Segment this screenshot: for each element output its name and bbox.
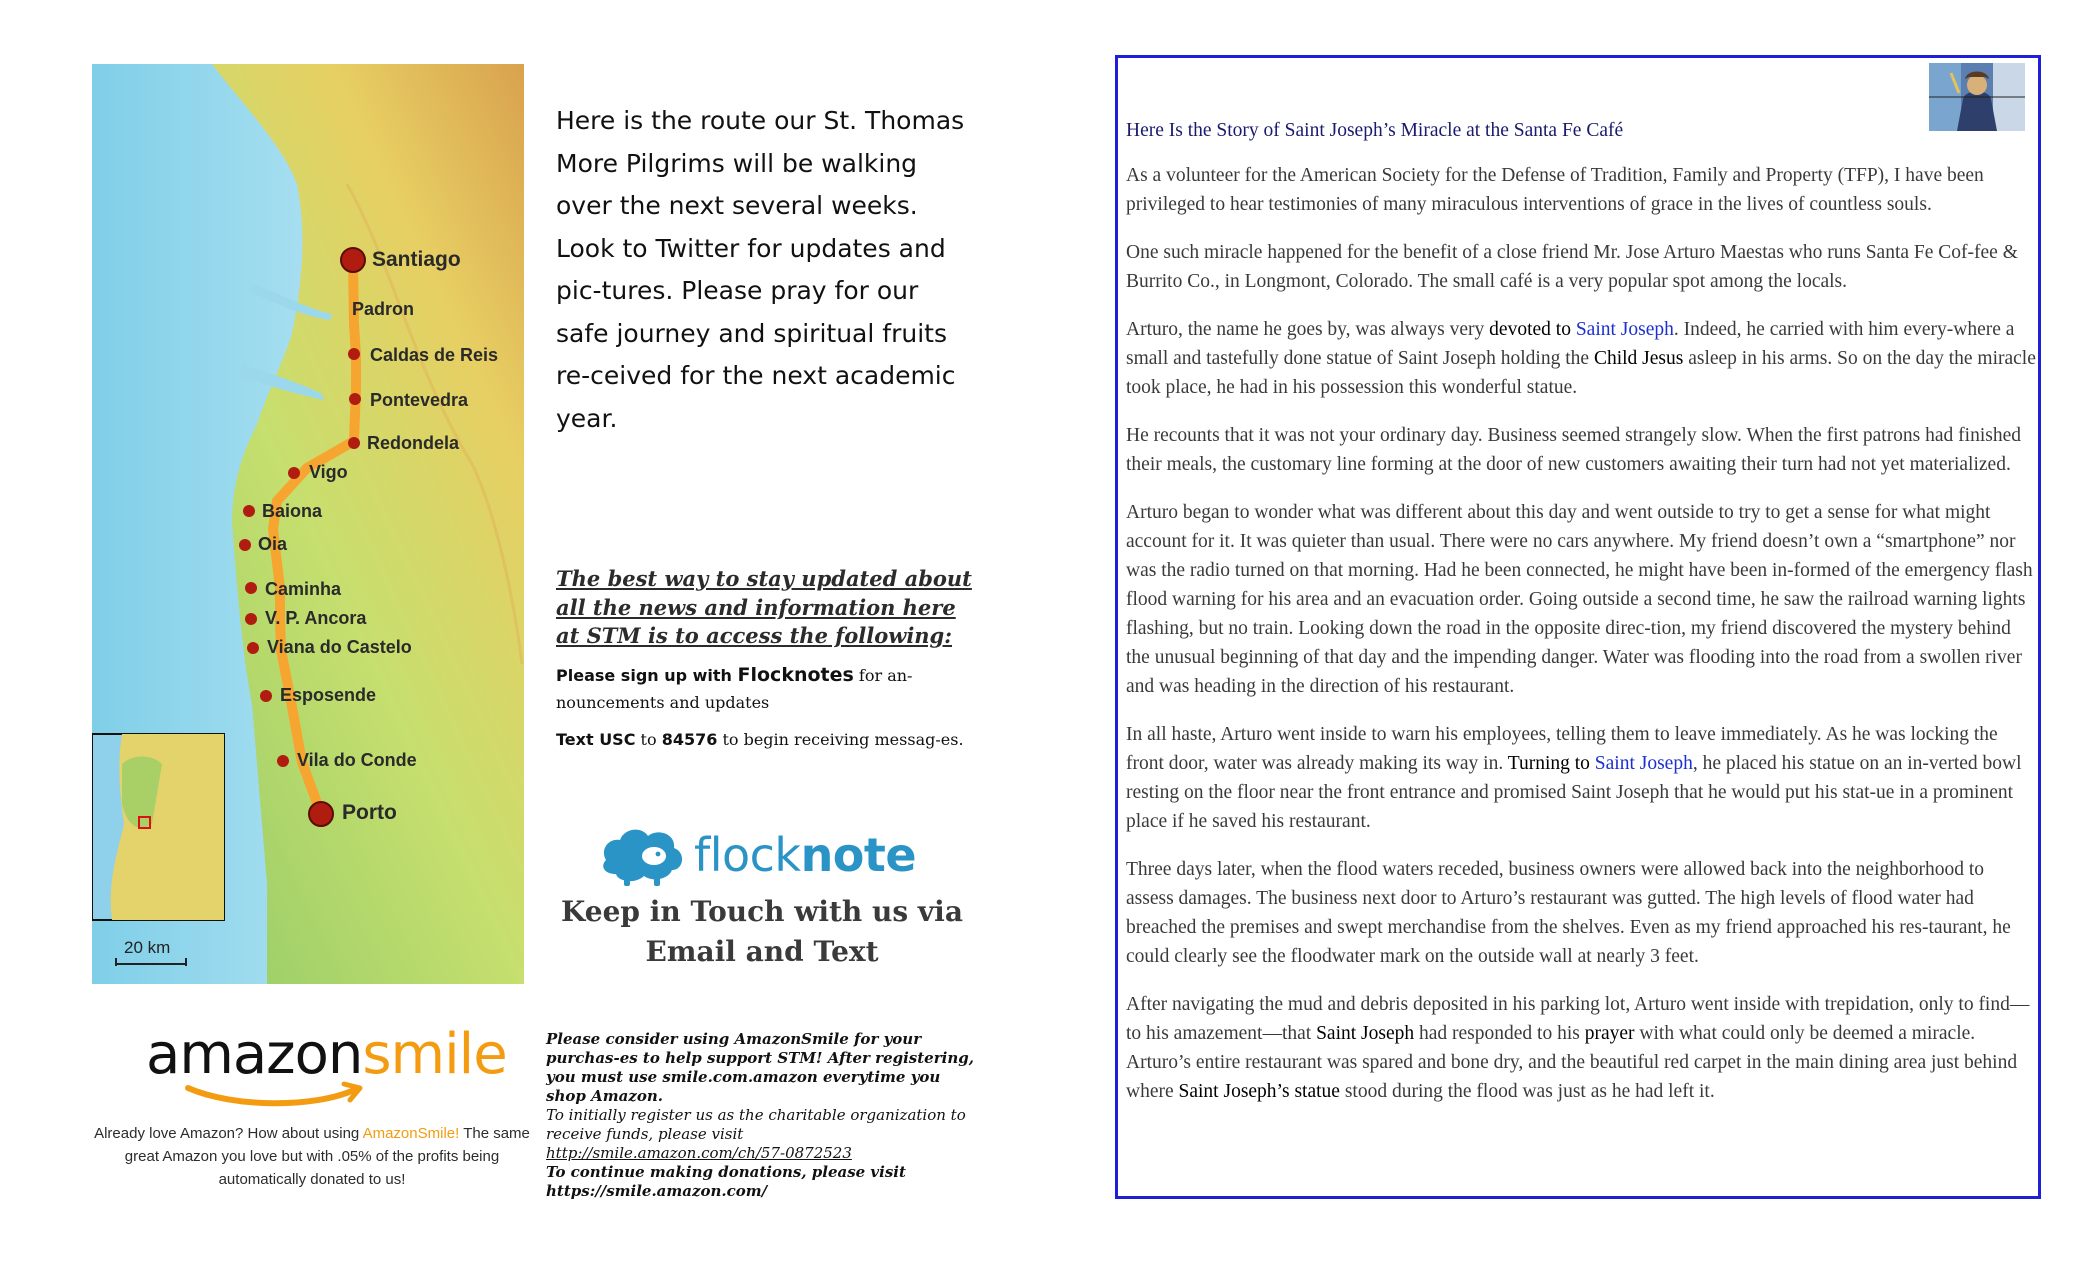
place-vila-do-conde: Vila do Conde [297, 750, 417, 770]
signup-pre: Please sign up with [556, 666, 738, 685]
amazonsmile-logo [146, 1020, 507, 1104]
p6-turning: Turning to [1507, 753, 1590, 774]
flocknotes-signup-text [556, 662, 971, 716]
marker-baiona [243, 505, 255, 517]
marker-vp-ancora [245, 613, 257, 625]
text-short-number: 84576 [661, 730, 718, 749]
story-paragraph-5: Arturo began to wonder what was different about this day and went outside to try to get a sense for what might account for it. It was quieter than usual. There were no cars anywhere. My friend doesn’t own a “smartphone” nor was the radio turned on that morning. Had he been connected, he might have been in-formed of the emergency flash flood warning for his area and an evacuation order. Going outside a second time, he saw the railroad warning lights flashing, but no train. Looking down the road in the opposite direc-tion, my friend discovered the mystery behind the unusual beginning of that day and the impending danger. Water was flooding into the road from a swollen river and was heading in the direction of his restaurant. [1126, 502, 2033, 697]
marker-oia [239, 539, 251, 551]
smile-arrow-icon [184, 1080, 384, 1110]
notice-continue: To continue making donations, please visit https://smile.amazon.com/ [546, 1163, 906, 1200]
place-caminha: Caminha [265, 579, 342, 599]
place-vigo: Vigo [309, 462, 348, 482]
child-jesus-text: Child Jesus [1593, 348, 1684, 369]
best-way-heading: The best way to stay updated about all the news and information here at STM is to access the following: [556, 566, 972, 648]
p8-text-b: had responded to his [1414, 1023, 1585, 1044]
place-viana: Viana do Castelo [267, 637, 412, 657]
place-vp-ancora: V. P. Ancora [265, 608, 367, 628]
keep-in-touch-text [552, 892, 972, 972]
amazonsmile-notice [546, 1030, 976, 1201]
flocknotes-name: Flocknotes [737, 664, 854, 686]
notice-bold: Please consider using AmazonSmile for your purchas-es to help support STM! After registering, you must use smile.com.amazon everytime you shop Amazon. [546, 1030, 974, 1105]
route-intro-text: Here is the route our St. Thomas More Pilgrims will be walking over the next several weeks. Look to Twitter for updates and pic-tures. Please pray for our safe journey and spiritual fruits re-ceived for the next academic year. [556, 106, 965, 433]
marker-vigo [288, 467, 300, 479]
place-esposende: Esposende [280, 685, 377, 705]
story-paragraph-8 [1126, 990, 2036, 1106]
place-porto: Porto [342, 801, 397, 824]
saint-joseph-link[interactable]: Saint Joseph [1594, 753, 1693, 774]
tag-pre: Already love Amazon? How about using [94, 1125, 363, 1142]
place-baiona: Baiona [262, 501, 323, 521]
p8-statue: Saint Joseph’s statue [1178, 1081, 1340, 1102]
keep-line-1: Keep in Touch with us via [561, 895, 963, 928]
story-paragraph-4: He recounts that it was not your ordinary day. Business seemed strangely slow. When the first patrons had finished their meals, the customary line forming at the door of new customers awaiting their turn had not yet materialized. [1126, 425, 2022, 475]
place-redondela: Redondela [367, 433, 460, 453]
story-box [1115, 55, 2041, 1199]
amazonsmile-link[interactable]: http://smile.amazon.com/ch/57-0872523 [546, 1144, 852, 1162]
marker-vila-do-conde [277, 755, 289, 767]
marker-santiago [341, 248, 365, 272]
p8-text-d: stood during the flood was just as he had left it. [1339, 1081, 1715, 1102]
p6-text-a: In all haste, Arturo went inside to warn his employees, telling them to leave immediately. As he was locking the front door, water was already making its way in. [1126, 724, 1998, 774]
text-pre: Text [556, 730, 600, 749]
p3-text-c: asleep in his arms. So on the day the miracle took place, he had in his possession this wonderful statue. [1126, 348, 2036, 398]
flocknote-wordmark [694, 820, 916, 890]
marker-esposende [260, 690, 272, 702]
marker-pontevedra [349, 393, 361, 405]
scale-label: 20 km [124, 938, 171, 957]
tag-post: The same great Amazon you love but with .05% of the profits being automatically donated to us! [124, 1125, 530, 1188]
story-paragraph-1: As a volunteer for the American Society for the Defense of Tradition, Family and Property (TFP), I have been privileged to hear testimonies of many miraculous interventions of grace in the lives of countless souls. [1126, 165, 1984, 215]
wordmark-note: note [800, 828, 917, 882]
stained-glass-saint-icon [1929, 63, 2025, 131]
story-paragraph-3 [1126, 315, 2036, 402]
p6-text-b: , he placed his statue on an in-verted bowl resting on the floor near the front entrance and promised Saint Joseph that he would put his stat-ue in a prominent place if he saved his restaurant. [1126, 753, 2022, 832]
inset-map [92, 734, 224, 920]
text-usc-instructions [556, 726, 971, 753]
place-padron: Padron [352, 299, 415, 319]
text-post: to begin receiving messag-es. [717, 730, 964, 749]
text-mid: to [635, 730, 662, 749]
map-terrain [92, 64, 524, 984]
story-paragraph-6 [1126, 720, 2036, 836]
marker-redondela [348, 437, 360, 449]
amazonsmile-tagline [92, 1122, 532, 1191]
sheep-icon [596, 820, 692, 890]
marker-porto [309, 802, 333, 826]
saint-joseph-link[interactable]: Saint Joseph [1575, 319, 1674, 340]
place-oia: Oia [258, 534, 288, 554]
p3-text-b: . Indeed, he carried with him every-where a small and tastefully done statue of Saint Joseph holding the [1126, 319, 2015, 369]
marker-caminha [245, 582, 257, 594]
notice-italic: To initially register us as the charitable organization to receive funds, please visit [546, 1106, 966, 1143]
story-title: Here Is the Story of Saint Joseph’s Miracle at the Santa Fe Café [1126, 120, 1624, 141]
story-paragraph-2: One such miracle happened for the benefit of a close friend Mr. Jose Arturo Maestas who runs Santa Fe Cof-fee & Burrito Co., in Longmont, Colorado. The small café is a very popular spot among the locals. [1126, 242, 2018, 292]
story-body [1126, 161, 2036, 1125]
logo-smile: smile [362, 1022, 507, 1087]
text-usc-keyword: USC [599, 730, 636, 749]
place-pontevedra: Pontevedra [370, 390, 469, 410]
camino-route-map [92, 64, 524, 984]
marker-caldas [348, 348, 360, 360]
flocknote-logo [596, 820, 956, 890]
p8-saint-joseph: Saint Joseph [1316, 1023, 1415, 1044]
wordmark-flock: flock [694, 828, 801, 882]
p8-text-c: with what could only be deemed a miracle. Arturo’s entire restaurant was spared and bone dry, and the beautiful red carpet in the main dining area just behind where [1126, 1023, 2018, 1102]
place-caldas: Caldas de Reis [370, 345, 499, 365]
signup-post: for an-nouncements and updates [556, 666, 913, 712]
marker-viana [247, 642, 259, 654]
logo-amazon: amazon [146, 1022, 363, 1087]
tag-highlight: AmazonSmile! [362, 1125, 460, 1142]
story-paragraph-7: Three days later, when the flood waters receded, business owners were allowed back into the neighborhood to assess damages. The business next door to Arturo’s restaurant was gutted. The high levels of flood water had breached the premises and swept merchandise from the shelves. Even as my friend approached his res-taurant, he could clearly see the floodwater mark on the outside wall at nearly 3 feet. [1126, 859, 2011, 967]
p8-prayer: prayer [1584, 1023, 1635, 1044]
place-santiago: Santiago [372, 248, 461, 271]
keep-line-2: Email and Text [645, 935, 879, 968]
p8-text-a: After navigating the mud and debris deposited in his parking lot, Arturo went inside with trepidation, only to find—to his amazement—that [1126, 994, 2030, 1044]
p3-text-a: Arturo, the name he goes by, was always very [1126, 319, 1490, 340]
p3-devoted: devoted to [1489, 319, 1571, 340]
